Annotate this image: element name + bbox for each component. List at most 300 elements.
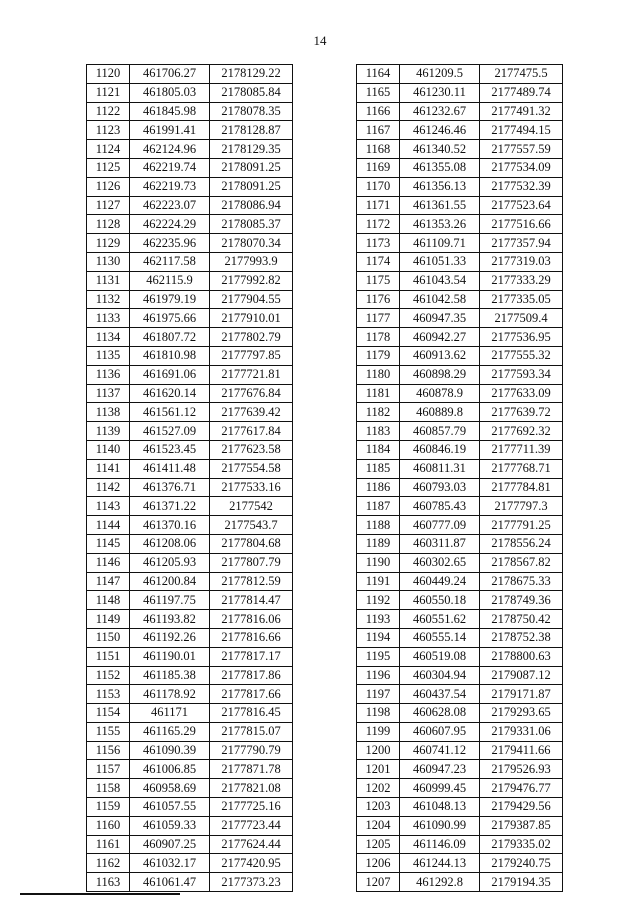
- point-number-cell: 1182: [357, 403, 400, 422]
- x-coordinate-cell: 462219.73: [130, 177, 210, 196]
- y-coordinate-cell: 2177676.84: [210, 384, 293, 403]
- table-row: [87, 215, 293, 234]
- y-coordinate-cell: 2178078.35: [210, 102, 293, 121]
- table-row: [357, 534, 563, 553]
- point-number-cell: 1134: [87, 328, 130, 347]
- x-coordinate-cell: 461051.33: [400, 252, 480, 271]
- point-number-cell: 1204: [357, 816, 400, 835]
- table-row: [87, 553, 293, 572]
- x-coordinate-cell: 461244.13: [400, 854, 480, 873]
- footnote-divider: [20, 893, 180, 895]
- table-row: [357, 158, 563, 177]
- x-coordinate-cell: 460785.43: [400, 497, 480, 516]
- x-coordinate-cell: 461171: [130, 704, 210, 723]
- table-row: [87, 83, 293, 102]
- table-row: [87, 741, 293, 760]
- x-coordinate-cell: 461192.26: [130, 628, 210, 647]
- table-row: [87, 252, 293, 271]
- x-coordinate-cell: 461165.29: [130, 722, 210, 741]
- x-coordinate-cell: 460846.19: [400, 440, 480, 459]
- table-row: [87, 666, 293, 685]
- y-coordinate-cell: 2177904.55: [210, 290, 293, 309]
- table-row: [87, 384, 293, 403]
- table-row: [87, 140, 293, 159]
- x-coordinate-cell: 461805.03: [130, 83, 210, 102]
- x-coordinate-cell: 462115.9: [130, 271, 210, 290]
- point-number-cell: 1190: [357, 553, 400, 572]
- y-coordinate-cell: 2179331.06: [480, 722, 563, 741]
- x-coordinate-cell: 461845.98: [130, 102, 210, 121]
- x-coordinate-cell: 460550.18: [400, 591, 480, 610]
- table-row: [357, 572, 563, 591]
- x-coordinate-cell: 461246.46: [400, 121, 480, 140]
- x-coordinate-cell: 460907.25: [130, 835, 210, 854]
- x-coordinate-cell: 460913.62: [400, 346, 480, 365]
- y-coordinate-cell: 2179171.87: [480, 685, 563, 704]
- y-coordinate-cell: 2177814.47: [210, 591, 293, 610]
- y-coordinate-cell: 2178085.84: [210, 83, 293, 102]
- x-coordinate-cell: 460607.95: [400, 722, 480, 741]
- table-row: [357, 365, 563, 384]
- table-row: [87, 572, 293, 591]
- y-coordinate-cell: 2179526.93: [480, 760, 563, 779]
- x-coordinate-cell: 462223.07: [130, 196, 210, 215]
- x-coordinate-cell: 460555.14: [400, 628, 480, 647]
- table-row: [357, 384, 563, 403]
- point-number-cell: 1202: [357, 779, 400, 798]
- y-coordinate-cell: 2178567.82: [480, 553, 563, 572]
- y-coordinate-cell: 2177797.3: [480, 497, 563, 516]
- x-coordinate-cell: 461810.98: [130, 346, 210, 365]
- y-coordinate-cell: 2178091.25: [210, 177, 293, 196]
- x-coordinate-cell: 461292.8: [400, 873, 480, 892]
- table-row: [357, 328, 563, 347]
- x-coordinate-cell: 461205.93: [130, 553, 210, 572]
- point-number-cell: 1203: [357, 798, 400, 817]
- y-coordinate-cell: 2177723.44: [210, 816, 293, 835]
- y-coordinate-cell: 2177494.15: [480, 121, 563, 140]
- x-coordinate-cell: 461979.19: [130, 290, 210, 309]
- point-number-cell: 1187: [357, 497, 400, 516]
- table-row: [87, 422, 293, 441]
- point-number-cell: 1165: [357, 83, 400, 102]
- point-number-cell: 1131: [87, 271, 130, 290]
- table-row: [87, 403, 293, 422]
- y-coordinate-cell: 2177516.66: [480, 215, 563, 234]
- point-number-cell: 1176: [357, 290, 400, 309]
- table-row: [87, 102, 293, 121]
- y-coordinate-cell: 2177993.9: [210, 252, 293, 271]
- y-coordinate-cell: 2177623.58: [210, 440, 293, 459]
- point-number-cell: 1149: [87, 610, 130, 629]
- point-number-cell: 1183: [357, 422, 400, 441]
- table-row: [357, 704, 563, 723]
- y-coordinate-cell: 2177910.01: [210, 309, 293, 328]
- y-coordinate-cell: 2177639.42: [210, 403, 293, 422]
- point-number-cell: 1124: [87, 140, 130, 159]
- point-number-cell: 1147: [87, 572, 130, 591]
- y-coordinate-cell: 2177817.17: [210, 647, 293, 666]
- x-coordinate-cell: 461200.84: [130, 572, 210, 591]
- x-coordinate-cell: 461043.54: [400, 271, 480, 290]
- x-coordinate-cell: 461527.09: [130, 422, 210, 441]
- point-number-cell: 1170: [357, 177, 400, 196]
- point-number-cell: 1177: [357, 309, 400, 328]
- table-row: [357, 459, 563, 478]
- point-number-cell: 1174: [357, 252, 400, 271]
- y-coordinate-cell: 2177725.16: [210, 798, 293, 817]
- point-number-cell: 1171: [357, 196, 400, 215]
- point-number-cell: 1139: [87, 422, 130, 441]
- point-number-cell: 1186: [357, 478, 400, 497]
- x-coordinate-cell: 461807.72: [130, 328, 210, 347]
- table-row: [87, 854, 293, 873]
- point-number-cell: 1120: [87, 65, 130, 84]
- table-row: [87, 459, 293, 478]
- x-coordinate-cell: 461691.06: [130, 365, 210, 384]
- y-coordinate-cell: 2177491.32: [480, 102, 563, 121]
- table-row: [357, 816, 563, 835]
- table-row: [357, 591, 563, 610]
- point-number-cell: 1188: [357, 516, 400, 535]
- x-coordinate-cell: 460741.12: [400, 741, 480, 760]
- y-coordinate-cell: 2178675.33: [480, 572, 563, 591]
- point-number-cell: 1178: [357, 328, 400, 347]
- point-number-cell: 1169: [357, 158, 400, 177]
- y-coordinate-cell: 2177816.66: [210, 628, 293, 647]
- table-row: [357, 685, 563, 704]
- x-coordinate-cell: 461411.48: [130, 459, 210, 478]
- table-body: [357, 65, 563, 892]
- x-coordinate-cell: 461371.22: [130, 497, 210, 516]
- table-row: [87, 290, 293, 309]
- y-coordinate-cell: 2177624.44: [210, 835, 293, 854]
- point-number-cell: 1138: [87, 403, 130, 422]
- table-row: [87, 704, 293, 723]
- point-number-cell: 1198: [357, 704, 400, 723]
- point-number-cell: 1156: [87, 741, 130, 760]
- y-coordinate-cell: 2177812.59: [210, 572, 293, 591]
- point-number-cell: 1153: [87, 685, 130, 704]
- point-number-cell: 1162: [87, 854, 130, 873]
- point-number-cell: 1126: [87, 177, 130, 196]
- y-coordinate-cell: 2177797.85: [210, 346, 293, 365]
- y-coordinate-cell: 2177791.25: [480, 516, 563, 535]
- y-coordinate-cell: 2177807.79: [210, 553, 293, 572]
- table-row: [357, 234, 563, 253]
- y-coordinate-cell: 2177593.34: [480, 365, 563, 384]
- point-number-cell: 1168: [357, 140, 400, 159]
- point-number-cell: 1145: [87, 534, 130, 553]
- x-coordinate-cell: 461061.47: [130, 873, 210, 892]
- table-row: [87, 516, 293, 535]
- table-row: [357, 83, 563, 102]
- x-coordinate-cell: 461185.38: [130, 666, 210, 685]
- y-coordinate-cell: 2178128.87: [210, 121, 293, 140]
- x-coordinate-cell: 461991.41: [130, 121, 210, 140]
- table-row: [87, 497, 293, 516]
- point-number-cell: 1199: [357, 722, 400, 741]
- table-row: [87, 760, 293, 779]
- y-coordinate-cell: 2179387.85: [480, 816, 563, 835]
- table-row: [357, 271, 563, 290]
- y-coordinate-cell: 2177815.07: [210, 722, 293, 741]
- point-number-cell: 1154: [87, 704, 130, 723]
- y-coordinate-cell: 2177509.4: [480, 309, 563, 328]
- point-number-cell: 1172: [357, 215, 400, 234]
- point-number-cell: 1160: [87, 816, 130, 835]
- point-number-cell: 1141: [87, 459, 130, 478]
- point-number-cell: 1142: [87, 478, 130, 497]
- point-number-cell: 1192: [357, 591, 400, 610]
- x-coordinate-cell: 462117.58: [130, 252, 210, 271]
- table-row: [357, 65, 563, 84]
- point-number-cell: 1129: [87, 234, 130, 253]
- x-coordinate-cell: 461042.58: [400, 290, 480, 309]
- x-coordinate-cell: 460898.29: [400, 365, 480, 384]
- y-coordinate-cell: 2177802.79: [210, 328, 293, 347]
- table-row: [357, 760, 563, 779]
- table-row: [87, 685, 293, 704]
- x-coordinate-cell: 461090.39: [130, 741, 210, 760]
- x-coordinate-cell: 461230.11: [400, 83, 480, 102]
- table-row: [357, 196, 563, 215]
- y-coordinate-cell: 2177817.66: [210, 685, 293, 704]
- table-row: [87, 722, 293, 741]
- y-coordinate-cell: 2178800.63: [480, 647, 563, 666]
- page-number: 14: [313, 33, 327, 48]
- x-coordinate-cell: 461523.45: [130, 440, 210, 459]
- point-number-cell: 1191: [357, 572, 400, 591]
- point-number-cell: 1130: [87, 252, 130, 271]
- x-coordinate-cell: 461353.26: [400, 215, 480, 234]
- table-row: [357, 835, 563, 854]
- x-coordinate-cell: 462235.96: [130, 234, 210, 253]
- x-coordinate-cell: 461057.55: [130, 798, 210, 817]
- table-row: [87, 346, 293, 365]
- point-number-cell: 1136: [87, 365, 130, 384]
- x-coordinate-cell: 460947.23: [400, 760, 480, 779]
- table-row: [87, 365, 293, 384]
- y-coordinate-cell: 2178129.22: [210, 65, 293, 84]
- y-coordinate-cell: 2177420.95: [210, 854, 293, 873]
- table-row: [87, 478, 293, 497]
- x-coordinate-cell: 460947.35: [400, 309, 480, 328]
- table-row: [87, 816, 293, 835]
- y-coordinate-cell: 2177357.94: [480, 234, 563, 253]
- x-coordinate-cell: 460878.9: [400, 384, 480, 403]
- y-coordinate-cell: 2177536.95: [480, 328, 563, 347]
- y-coordinate-cell: 2178129.35: [210, 140, 293, 159]
- table-row: [357, 610, 563, 629]
- table-row: [87, 158, 293, 177]
- point-number-cell: 1200: [357, 741, 400, 760]
- point-number-cell: 1150: [87, 628, 130, 647]
- y-coordinate-cell: 2177555.32: [480, 346, 563, 365]
- y-coordinate-cell: 2179087.12: [480, 666, 563, 685]
- y-coordinate-cell: 2179476.77: [480, 779, 563, 798]
- x-coordinate-cell: 461232.67: [400, 102, 480, 121]
- point-number-cell: 1193: [357, 610, 400, 629]
- x-coordinate-cell: 461190.01: [130, 647, 210, 666]
- x-coordinate-cell: 460793.03: [400, 478, 480, 497]
- point-number-cell: 1121: [87, 83, 130, 102]
- table-row: [357, 440, 563, 459]
- y-coordinate-cell: 2178070.34: [210, 234, 293, 253]
- table-row: [357, 478, 563, 497]
- point-number-cell: 1196: [357, 666, 400, 685]
- point-number-cell: 1166: [357, 102, 400, 121]
- y-coordinate-cell: 2177543.7: [210, 516, 293, 535]
- point-number-cell: 1197: [357, 685, 400, 704]
- point-number-cell: 1189: [357, 534, 400, 553]
- x-coordinate-cell: 461706.27: [130, 65, 210, 84]
- table-row: [357, 854, 563, 873]
- x-coordinate-cell: 462219.74: [130, 158, 210, 177]
- point-number-cell: 1180: [357, 365, 400, 384]
- point-number-cell: 1151: [87, 647, 130, 666]
- coordinates-table-left: [86, 64, 293, 892]
- point-number-cell: 1144: [87, 516, 130, 535]
- y-coordinate-cell: 2179194.35: [480, 873, 563, 892]
- x-coordinate-cell: 460311.87: [400, 534, 480, 553]
- y-coordinate-cell: 2177768.71: [480, 459, 563, 478]
- y-coordinate-cell: 2179429.56: [480, 798, 563, 817]
- y-coordinate-cell: 2177333.29: [480, 271, 563, 290]
- point-number-cell: 1206: [357, 854, 400, 873]
- y-coordinate-cell: 2178091.25: [210, 158, 293, 177]
- x-coordinate-cell: 461193.82: [130, 610, 210, 629]
- y-coordinate-cell: 2177534.09: [480, 158, 563, 177]
- x-coordinate-cell: 461090.99: [400, 816, 480, 835]
- x-coordinate-cell: 461356.13: [400, 177, 480, 196]
- point-number-cell: 1167: [357, 121, 400, 140]
- y-coordinate-cell: 2177817.86: [210, 666, 293, 685]
- y-coordinate-cell: 2177533.16: [210, 478, 293, 497]
- x-coordinate-cell: 460304.94: [400, 666, 480, 685]
- point-number-cell: 1164: [357, 65, 400, 84]
- point-number-cell: 1143: [87, 497, 130, 516]
- y-coordinate-cell: 2177692.32: [480, 422, 563, 441]
- table-row: [87, 647, 293, 666]
- table-row: [357, 553, 563, 572]
- y-coordinate-cell: 2178086.94: [210, 196, 293, 215]
- point-number-cell: 1157: [87, 760, 130, 779]
- x-coordinate-cell: 461975.66: [130, 309, 210, 328]
- x-coordinate-cell: 461561.12: [130, 403, 210, 422]
- x-coordinate-cell: 461620.14: [130, 384, 210, 403]
- point-number-cell: 1205: [357, 835, 400, 854]
- point-number-cell: 1128: [87, 215, 130, 234]
- point-number-cell: 1185: [357, 459, 400, 478]
- y-coordinate-cell: 2178556.24: [480, 534, 563, 553]
- table-body: [87, 65, 293, 892]
- point-number-cell: 1125: [87, 158, 130, 177]
- x-coordinate-cell: 461032.17: [130, 854, 210, 873]
- table-row: [357, 177, 563, 196]
- point-number-cell: 1161: [87, 835, 130, 854]
- table-row: [357, 346, 563, 365]
- x-coordinate-cell: 460437.54: [400, 685, 480, 704]
- y-coordinate-cell: 2177992.82: [210, 271, 293, 290]
- x-coordinate-cell: 461340.52: [400, 140, 480, 159]
- point-number-cell: 1179: [357, 346, 400, 365]
- point-number-cell: 1132: [87, 290, 130, 309]
- table-row: [357, 215, 563, 234]
- x-coordinate-cell: 461197.75: [130, 591, 210, 610]
- table-row: [357, 252, 563, 271]
- y-coordinate-cell: 2177532.39: [480, 177, 563, 196]
- y-coordinate-cell: 2177557.59: [480, 140, 563, 159]
- table-row: [357, 798, 563, 817]
- coordinates-table-right: [356, 64, 563, 892]
- point-number-cell: 1152: [87, 666, 130, 685]
- x-coordinate-cell: 460777.09: [400, 516, 480, 535]
- table-row: [87, 65, 293, 84]
- table-row: [87, 628, 293, 647]
- y-coordinate-cell: 2177721.81: [210, 365, 293, 384]
- table-row: [87, 196, 293, 215]
- table-row: [357, 422, 563, 441]
- table-row: [357, 121, 563, 140]
- table-row: [357, 628, 563, 647]
- x-coordinate-cell: 461355.08: [400, 158, 480, 177]
- y-coordinate-cell: 2179293.65: [480, 704, 563, 723]
- point-number-cell: 1140: [87, 440, 130, 459]
- x-coordinate-cell: 461376.71: [130, 478, 210, 497]
- point-number-cell: 1148: [87, 591, 130, 610]
- x-coordinate-cell: 460999.45: [400, 779, 480, 798]
- table-row: [357, 779, 563, 798]
- y-coordinate-cell: 2178752.38: [480, 628, 563, 647]
- x-coordinate-cell: 460302.65: [400, 553, 480, 572]
- y-coordinate-cell: 2177335.05: [480, 290, 563, 309]
- x-coordinate-cell: 460889.8: [400, 403, 480, 422]
- point-number-cell: 1127: [87, 196, 130, 215]
- point-number-cell: 1195: [357, 647, 400, 666]
- table-row: [87, 121, 293, 140]
- table-row: [357, 722, 563, 741]
- point-number-cell: 1173: [357, 234, 400, 253]
- x-coordinate-cell: 461146.09: [400, 835, 480, 854]
- table-row: [87, 309, 293, 328]
- y-coordinate-cell: 2177373.23: [210, 873, 293, 892]
- y-coordinate-cell: 2178750.42: [480, 610, 563, 629]
- y-coordinate-cell: 2178749.36: [480, 591, 563, 610]
- table-row: [87, 610, 293, 629]
- table-row: [357, 290, 563, 309]
- point-number-cell: 1207: [357, 873, 400, 892]
- table-row: [87, 534, 293, 553]
- y-coordinate-cell: 2177821.08: [210, 779, 293, 798]
- table-row: [87, 798, 293, 817]
- table-row: [87, 328, 293, 347]
- table-row: [357, 516, 563, 535]
- x-coordinate-cell: 460449.24: [400, 572, 480, 591]
- point-number-cell: 1146: [87, 553, 130, 572]
- x-coordinate-cell: 460958.69: [130, 779, 210, 798]
- y-coordinate-cell: 2177617.84: [210, 422, 293, 441]
- table-row: [357, 497, 563, 516]
- x-coordinate-cell: 462124.96: [130, 140, 210, 159]
- table-row: [357, 102, 563, 121]
- x-coordinate-cell: 461361.55: [400, 196, 480, 215]
- x-coordinate-cell: 461370.16: [130, 516, 210, 535]
- y-coordinate-cell: 2177804.68: [210, 534, 293, 553]
- y-coordinate-cell: 2177542: [210, 497, 293, 516]
- point-number-cell: 1181: [357, 384, 400, 403]
- table-row: [357, 741, 563, 760]
